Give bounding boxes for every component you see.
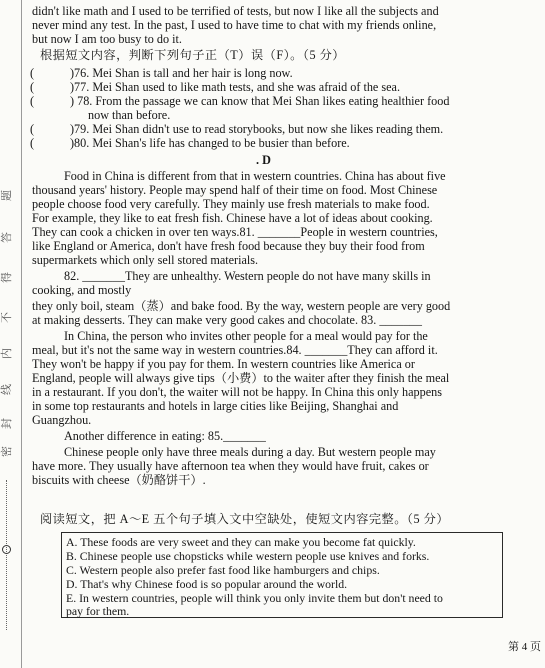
passage-line: like England or America, don't have fresh food because they buy their food from [32,239,425,253]
margin-char: 得 [1,272,13,283]
binding-hole-circle [2,545,11,554]
choice-c: C. Western people also prefer fast food like hamburgers and chips. [66,563,380,577]
passage-line: They won't be happy if you pay for them. In western countries like America or [32,357,415,371]
tf-item-text: )80. Mei Shan's life has changed to be busier than before. [70,136,350,150]
answer-paren[interactable]: ( [30,80,35,94]
passage-line: people choose food very carefully. They mainly use fresh materials to make food. [32,197,430,211]
tf-item-77 [30,80,400,94]
tf-instruction: 根据短文内容，判断下列句子正（T）误（F）。（5 分） [40,48,345,62]
passage-line: Food in China is different from that in western countries. China has about five [64,169,446,183]
fill-instruction: 阅读短文，把 A～E 五个句子填入文中空缺处，使短文内容完整。（5 分） [40,512,450,526]
section-heading: . D [256,153,271,167]
tf-item-text: )76. Mei Shan is tall and her hair is long now. [70,66,293,80]
passage-line: have more. They usually have afternoon tea when they would have fruit, cakes or [32,459,429,473]
choice-a: A. These foods are very sweet and they can make you become fat quickly. [66,535,416,549]
passage-line: thousand years' history. People may spend half of their time on food. Most Chinese [32,183,438,197]
passage-line: in some top restaurants and hotels in large cities like Beijing, Shanghai and [32,399,399,413]
passage-line: supermarkets which only sell stored materials. [32,253,259,267]
choice-box [61,532,503,618]
tf-item-text: ) 78. From the passage we can know that Mei Shan likes eating healthier food [70,94,450,108]
tf-item-78 [30,94,449,108]
choice-d: D. That's why Chinese food is so popular around the world. [66,577,348,591]
answer-paren[interactable]: ( [30,66,35,80]
margin-char: 不 [1,312,13,323]
margin-char: 答 [1,232,13,243]
passage-line: Another difference in eating: 85._______ [64,429,266,443]
passage-line: in a restaurant. If you don't, the waiter will not be happy. In China this only happens [32,385,442,399]
passage-line: cooking, and mostly [32,283,132,297]
page-number: 第 4 页 [508,641,541,653]
passage-line: Chinese people only have three meals during a day. But western people may [64,445,436,459]
intro-line: but now I am too busy to do it. [32,32,182,46]
passage-line: they only boil, steam（蒸）and bake food. By the way, western people are very good [32,299,451,313]
tf-item-76 [30,66,293,80]
tf-item-text: )79. Mei Shan didn't use to read storybooks, but now she likes reading them. [70,122,444,136]
margin-char: 题 [1,190,13,201]
passage-line: biscuits with cheese（奶酪饼干）. [32,473,206,487]
intro-line: never mind any test. In the past, I used to have time to chat with my friends online, [32,18,437,32]
margin-char: 封 [1,418,13,429]
margin-char: 密 [1,446,13,457]
passage-line: England, people will always give tips（小费）to the waiter after they finish the meal [32,371,450,385]
choice-b: B. Chinese people use chopsticks while western people use knives and forks. [66,549,430,563]
passage-line: Guangzhou. [32,413,92,427]
binding-dotted-line [6,480,7,630]
choice-e-cont: pay for them. [66,604,130,618]
passage-line: meal, but it's not the same way in western countries.84. _______They can afford it. [32,343,438,357]
tf-item-text: )77. Mei Shan used to like math tests, and she was afraid of the sea. [70,80,400,94]
passage-line: They can cook a chicken in over ten ways.81. _______People in western countries, [32,225,438,239]
answer-paren[interactable]: ( [30,136,35,150]
passage-line: 82. _______They are unhealthy. Western people do not have many skills in [64,269,431,283]
tf-item-80 [30,136,350,150]
passage-line: at making desserts. They can make very good cakes and chocolate. 83. _______ [32,313,422,327]
intro-line: didn't like math and I used to be terrified of tests, but now I like all the subjects and [32,4,439,18]
passage-line: For example, they like to eat fresh fish. Chinese have a lot of ideas about cooking. [32,211,433,225]
tf-item-78-cont: now than before. [88,108,171,122]
choice-e: E. In western countries, people will think you only invite them but don't need to [66,591,443,605]
passage-line: In China, the person who invites other people for a meal would pay for the [64,329,428,343]
binding-margin-line [21,0,22,668]
margin-char: 线 [1,384,13,395]
margin-char: 内 [1,348,13,359]
answer-paren[interactable]: ( [30,122,35,136]
tf-item-79 [30,122,443,136]
answer-paren[interactable]: ( [30,94,35,108]
